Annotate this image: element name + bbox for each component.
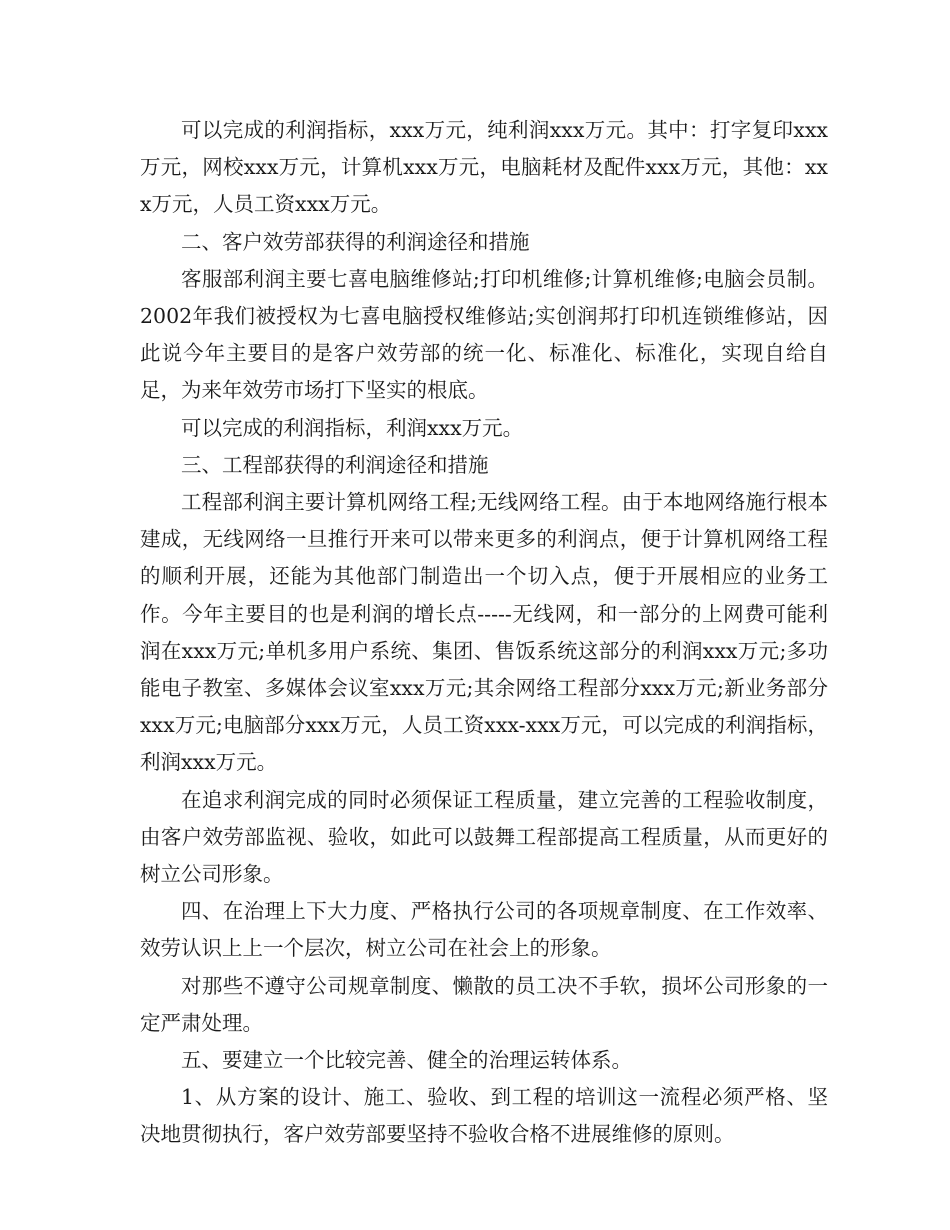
heading-customer-service-dept: 二、客户效劳部获得的利润途径和措施 — [181, 229, 530, 254]
paragraph-engineering-profit: 工程部利润主要计算机网络工程;无线网络工程。由于本地网络施行根本建成，无线网络一旦推行开来可以带来更多的利润点，便于计算机网络工程的顺利开展，还能为其他部门制造出一个切入点，便于开展相应的业务工作。今年主要目的也是利润的增长点-----无线网，和一部分的上网费可能利润在xxx万元;单机多用户系统、集团、售饭系统这部分的利润xxx万元;多功能电子教室、多媒体会议室xxx万元;其余网络工程部分xxx万元;新业务部分xxx万元;电脑部分xxx万元，人员工资xxx-xxx万元，可以完成的利润指标，利润xxx万元。 — [140, 490, 828, 775]
heading-management: 四、在治理上下大力度、严格执行公司的各项规章制度、在工作效率、效劳认识上上一个层次，树立公司在社会上的形象。 — [140, 899, 828, 961]
paragraph-customer-service-target: 可以完成的利润指标，利润xxx万元。 — [181, 415, 524, 440]
paragraph-profit-target-summary: 可以完成的利润指标，xxx万元，纯利润xxx万元。其中：打字复印xxx万元，网校xxx万元，计算机xxx万元，电脑耗材及配件xxx万元，其他：xxx万元，人员工资xxx万元。 — [140, 118, 828, 217]
paragraph-engineering-quality: 在追求利润完成的同时必须保证工程质量，建立完善的工程验收制度，由客户效劳部监视、验收，如此可以鼓舞工程部提高工程质量，从而更好的树立公司形象。 — [140, 787, 828, 887]
heading-operation-system: 五、要建立一个比较完善、健全的治理运转体系。 — [181, 1048, 632, 1073]
paragraph-process-execution: 1、从方案的设计、施工、验收、到工程的培训这一流程必须严格、坚决地贯彻执行，客户效劳部要坚持不验收合格不进展维修的原则。 — [140, 1085, 828, 1147]
document-body — [140, 112, 828, 1154]
paragraph-discipline: 对那些不遵守公司规章制度、懒散的员工决不手软，损坏公司形象的一定严肃处理。 — [140, 973, 828, 1035]
paragraph-customer-service-profit: 客服部利润主要七喜电脑维修站;打印机维修;计算机维修;电脑会员制。2002年我们被授权为七喜电脑授权维修站;实创润邦打印机连锁维修站，因此说今年主要目的是客户效劳部的统一化、标准化、标准化，实现自给自足，为来年效劳市场打下坚实的根底。 — [140, 266, 828, 403]
heading-engineering-dept: 三、工程部获得的利润途径和措施 — [181, 452, 489, 477]
